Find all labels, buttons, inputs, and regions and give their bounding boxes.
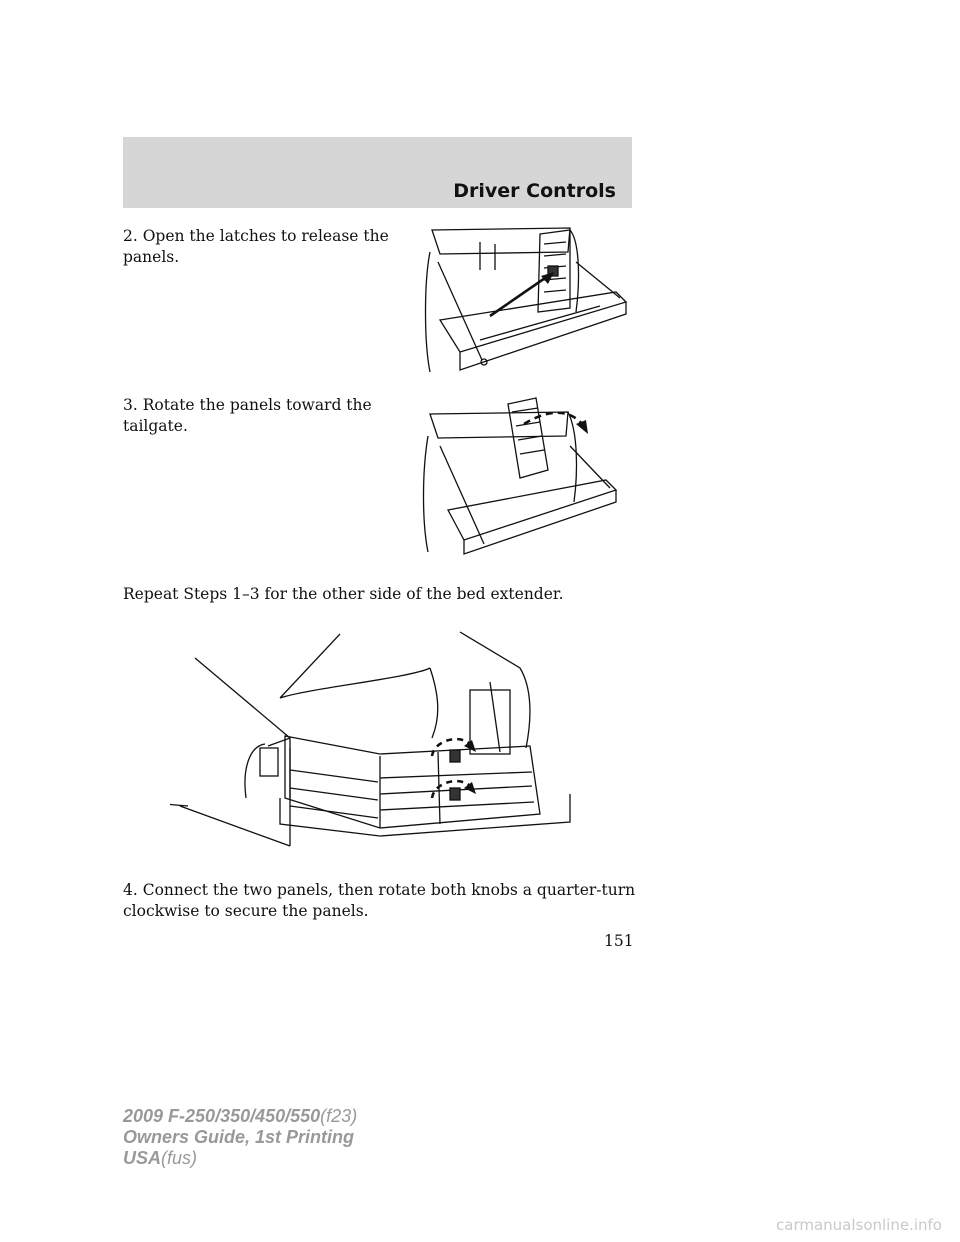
- watermark: carmanualsonline.info: [776, 1216, 942, 1234]
- step-2-text: 2. Open the latches to release the panels.: [123, 227, 389, 266]
- footer-region: USA: [123, 1148, 162, 1168]
- figure-open-latches: [420, 222, 632, 384]
- footer-model-code: (f23): [320, 1106, 358, 1126]
- footer-edition: Owners Guide, 1st Printing: [123, 1127, 355, 1147]
- figure-rotate-panels: [420, 392, 632, 562]
- repeat-note: Repeat Steps 1–3 for the other side of the bed extender.: [123, 585, 564, 603]
- section-title: Driver Controls: [453, 180, 616, 202]
- step-4-text: 4. Connect the two panels, then rotate both knobs a quarter-turn clockwise to secure the panels.: [123, 881, 636, 920]
- footer: [123, 1106, 357, 1169]
- page-number: 151: [604, 932, 634, 950]
- footer-model: 2009 F-250/350/450/550: [123, 1106, 321, 1126]
- section-header-bar: [123, 137, 632, 208]
- figure-connect-panels: [170, 628, 580, 860]
- footer-region-code: (fus): [161, 1148, 198, 1168]
- step-3-text: 3. Rotate the panels toward the tailgate.: [123, 396, 372, 435]
